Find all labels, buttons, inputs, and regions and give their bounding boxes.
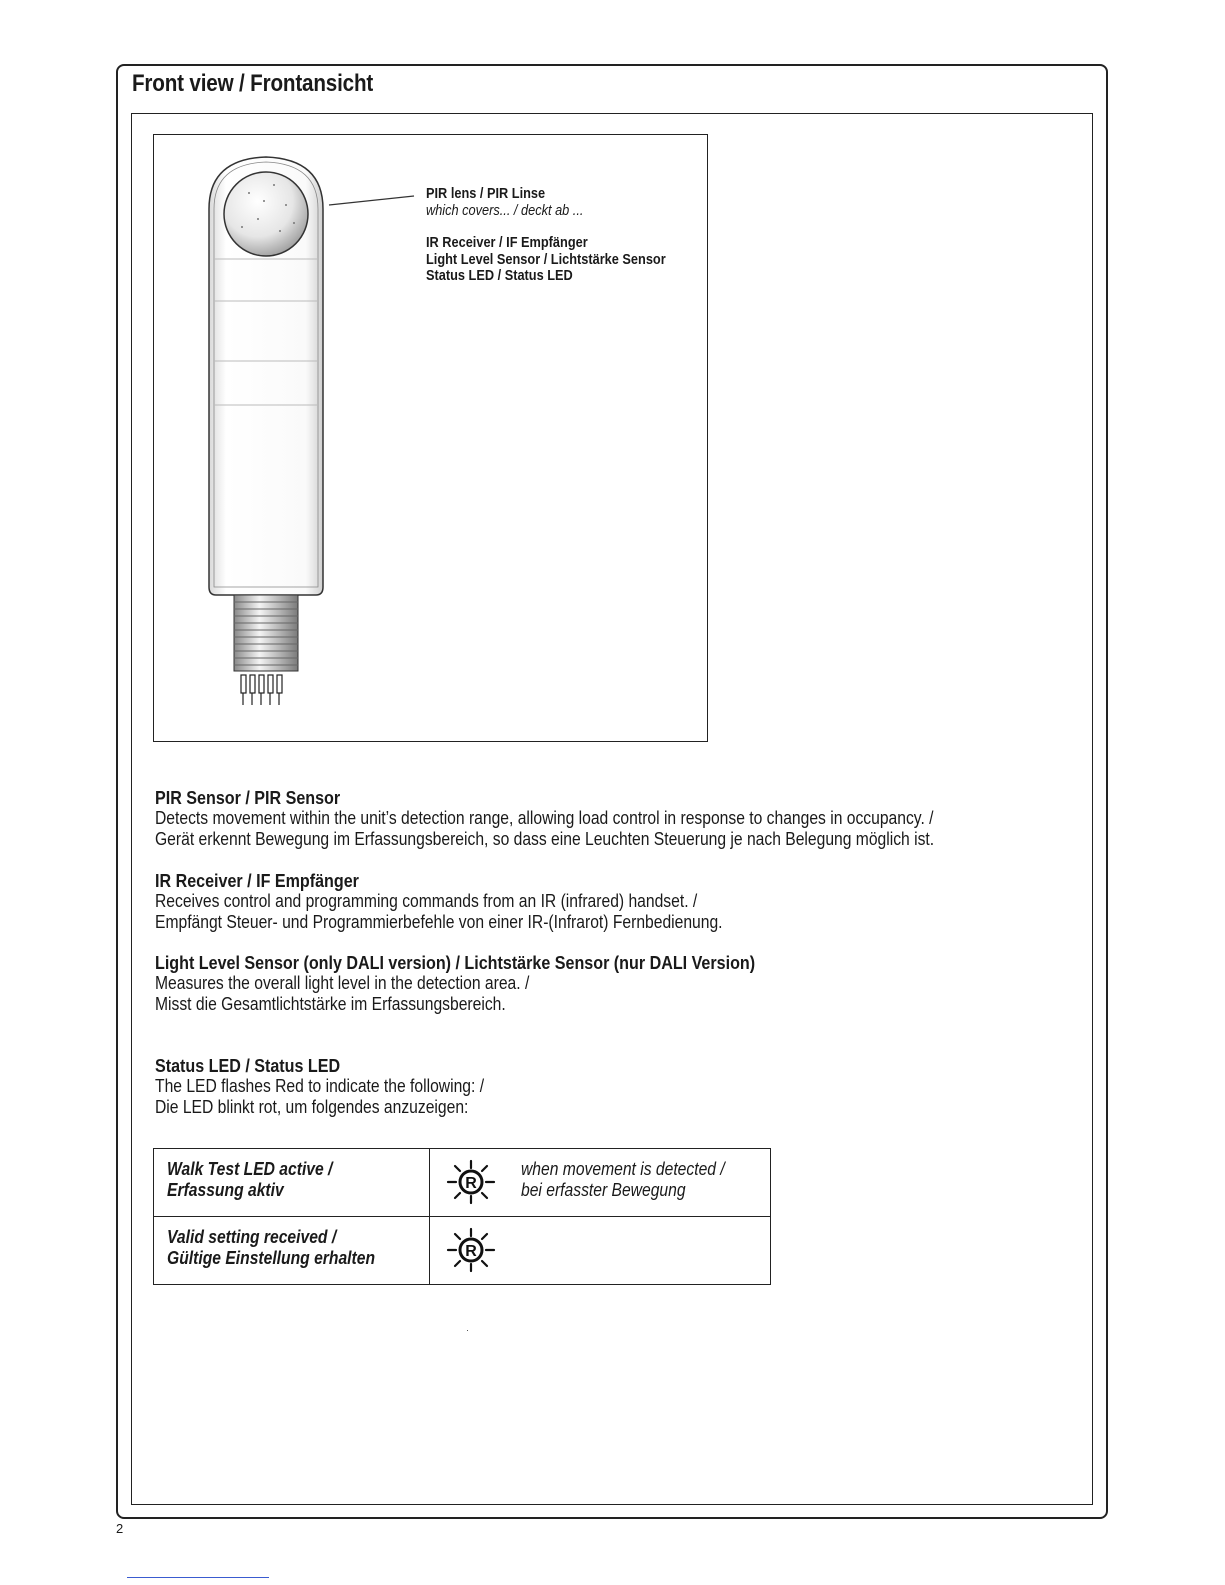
pir-lens (224, 172, 308, 256)
pir-lens-leader-line (329, 196, 414, 205)
status-label-line: Valid setting received / (167, 1227, 337, 1247)
stray-dot (467, 1330, 468, 1331)
section-line: Empfängt Steuer- und Programmierbefehle von einer IR-(Infrarot) Fernbedienung. (155, 912, 723, 932)
led-flash-r-icon (446, 1227, 496, 1273)
section-line: Die LED blinkt rot, um folgendes anzuzeigen: (155, 1097, 469, 1117)
callout-light-level: Light Level Sensor / Lichtstärke Sensor (426, 251, 666, 268)
page-title: Front view / Frontansicht (132, 70, 374, 97)
section-light-level (155, 952, 845, 1015)
section-line: Misst die Gesamtlichtstärke im Erfassungsbereich. (155, 994, 506, 1014)
status-label-cell (154, 1149, 430, 1217)
section-line: Gerät erkennt Bewegung im Erfassungsbereich, so dass eine Leuchten Steuerung je nach Belegung möglich ist. (155, 829, 935, 849)
section-ir-receiver (155, 870, 807, 933)
status-indicator-cell (430, 1149, 771, 1217)
device-thread (234, 595, 298, 671)
status-label-cell (154, 1217, 430, 1285)
status-label-line: Walk Test LED active / (167, 1159, 333, 1179)
led-flash-r-icon (446, 1159, 496, 1205)
status-label-line: Gültige Einstellung erhalten (167, 1248, 376, 1268)
svg-text:R: R (465, 1243, 477, 1260)
table-row (154, 1217, 771, 1285)
figure-callouts (426, 186, 666, 285)
status-indicator-cell (430, 1217, 771, 1285)
section-line: The LED flashes Red to indicate the following: / (155, 1076, 485, 1096)
callout-status-led: Status LED / Status LED (426, 268, 573, 284)
section-line: Detects movement within the unit’s detection range, allowing load control in response to changes in occupancy. / (155, 808, 934, 828)
status-desc-line: bei erfasster Bewegung (521, 1180, 686, 1200)
section-heading: Light Level Sensor (only DALI version) / Lichtstärke Sensor (nur DALI Version) (155, 952, 756, 973)
callout-pir-lens: PIR lens / PIR Linse (426, 186, 546, 202)
status-desc-line: when movement is detected / (521, 1159, 725, 1179)
table-row (154, 1149, 771, 1217)
callout-ir-receiver: IR Receiver / IF Empfänger (426, 235, 588, 251)
section-status-led (155, 1055, 533, 1118)
section-heading: Status LED / Status LED (155, 1055, 341, 1076)
section-pir-sensor (155, 787, 1051, 850)
section-heading: IR Receiver / IF Empfänger (155, 870, 359, 891)
section-line: Receives control and programming commands from an IR (infrared) handset. / (155, 891, 698, 911)
svg-text:R: R (465, 1175, 477, 1192)
footer-link-underline[interactable] (127, 1577, 269, 1578)
section-line: Measures the overall light level in the detection area. / (155, 973, 530, 993)
status-led-table (153, 1148, 771, 1285)
section-heading: PIR Sensor / PIR Sensor (155, 787, 341, 808)
callout-pir-lens-note: which covers... / deckt ab ... (426, 202, 584, 219)
status-label-line: Erfassung aktiv (167, 1180, 284, 1200)
page-number: 2 (116, 1521, 124, 1536)
connector-pins (241, 675, 282, 705)
